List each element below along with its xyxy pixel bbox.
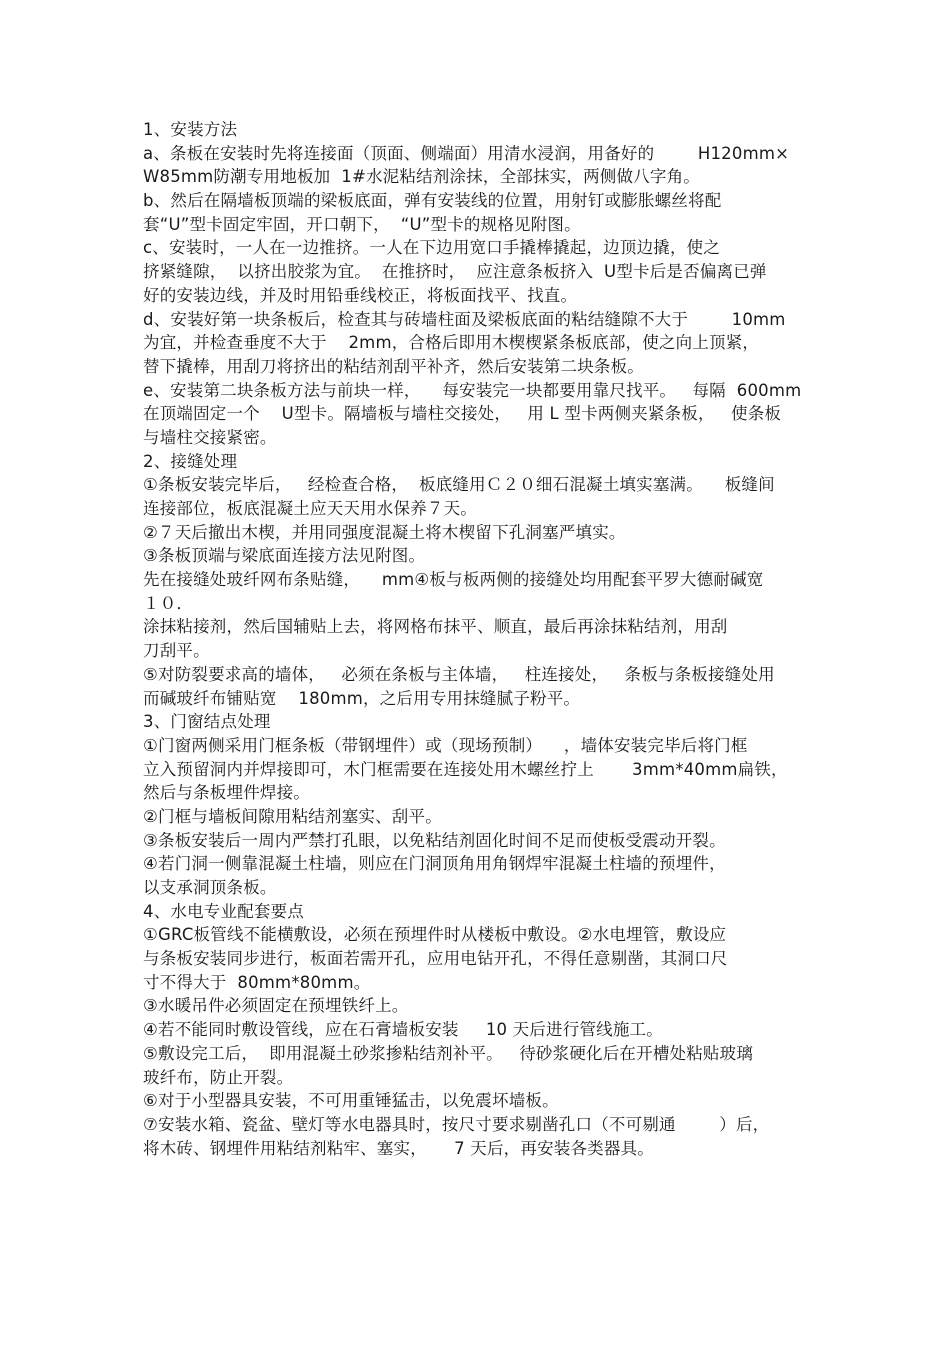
- paragraph-line: 玻纤布，防止开裂。: [143, 1067, 294, 1087]
- paragraph-line: a、条板在安装时先将连接面（顶面、侧端面）用清水浸润，用备好的 H120mm×: [143, 143, 790, 163]
- paragraph-line: 替下撬棒，用刮刀将挤出的粘结剂刮平补齐，然后安装第二块条板。: [143, 356, 644, 376]
- paragraph-line: b、然后在隔墙板顶端的梁板底面，弹有安装线的位置，用射钉或膨胀螺丝将配: [143, 191, 722, 211]
- paragraph-line: ①条板安装完毕后， 经检查合格， 板底缝用Ｃ２０细石混凝土填实塞满。 板缝间: [143, 475, 775, 495]
- paragraph-line: ④若门洞一侧靠混凝土柱墙，则应在门洞顶角用角钢焊牢混凝土柱墙的预埋件，: [143, 854, 726, 874]
- paragraph-line: ⑤敷设完工后， 即用混凝土砂浆掺粘结剂补平。 待砂浆硬化后在开槽处粘贴玻璃: [143, 1043, 754, 1063]
- paragraph-line: 以支承洞顶条板。: [143, 878, 277, 897]
- paragraph-line: 将木砖、钢埋件用粘结剂粘牢、塞实， 7 天后，再安装各类器具。: [143, 1138, 654, 1158]
- paragraph-line: e、安装第二块条板方法与前块一样， 每安装完一块都要用靠尺找平。 每隔 600mm: [143, 380, 802, 400]
- paragraph-line: 而碱玻纤布铺贴宽 180mm，之后用专用抹缝腻子粉平。: [143, 688, 581, 708]
- paragraph-line: 与条板安装同步进行，板面若需开孔，应用电钻开孔，不得任意剔凿，其洞口尺: [143, 949, 728, 969]
- paragraph-line: 涂抹粘接剂，然后国辅贴上去，将网格布抹平、顺直，最后再涂抹粘结剂，用刮: [143, 617, 728, 637]
- paragraph-line: d、安装好第一块条板后，检查其与砖墙柱面及梁板底面的粘结缝隙不大于 10mm: [143, 309, 786, 329]
- paragraph-line: 为宜，并检查垂度不大于 2mm，合格后即用木楔楔紧条板底部，使之向上顶紧，: [143, 333, 760, 353]
- paragraph-line: c、安装时，一人在一边推挤。一人在下边用宽口手撬棒撬起，边顶边撬，使之: [143, 238, 721, 258]
- paragraph-line: 连接部位，板底混凝土应天天用水保养７天。: [143, 499, 477, 518]
- paragraph-line: 好的安装边线，并及时用铅垂线校正，将板面找平、找直。: [143, 285, 578, 305]
- paragraph-line: ④若不能同时敷设管线，应在石膏墙板安装 10 天后进行管线施工。: [143, 1020, 663, 1040]
- paragraph-line: 在顶端固定一个 U型卡。隔墙板与墙柱交接处， 用 L 型卡两侧夹紧条板， 使条板: [143, 404, 782, 424]
- paragraph-line: ②门框与墙板间隙用粘结剂塞实、刮平。: [143, 806, 442, 826]
- paragraph-line: ③条板安装后一周内严禁打孔眼，以免粘结剂固化时间不足而使板受震动开裂。: [143, 830, 726, 850]
- paragraph-line: 与墙柱交接紧密。: [143, 427, 277, 447]
- paragraph-line: 套“U”型卡固定牢固，开口朝下， “U”型卡的规格见附图。: [143, 214, 581, 234]
- paragraph-line: ①门窗两侧采用门框条板（带钢埋件）或（现场预制） ，墙体安装完毕后将门框: [143, 735, 748, 755]
- document-body: [143, 118, 823, 1160]
- paragraph-line: １０．: [143, 593, 194, 613]
- section-heading: 1、安装方法: [143, 120, 238, 139]
- paragraph-line: ③条板顶端与梁底面连接方法见附图。: [143, 546, 426, 566]
- paragraph-line: ①GRC板管线不能横敷设，必须在预埋件时从楼板中敷设。②水电埋管，敷设应: [143, 925, 727, 945]
- paragraph-line: ②７天后撤出木楔，并用同强度混凝土将木楔留下孔洞塞严填实。: [143, 522, 626, 542]
- section-heading: 4、水电专业配套要点: [143, 901, 304, 921]
- section-heading: 3、门窗结点处理: [143, 712, 271, 732]
- section-heading: 2、接缝处理: [143, 451, 238, 471]
- paragraph-line: 立入预留洞内并焊接即可，木门框需要在连接处用木螺丝拧上 3mm*40mm扁铁，: [143, 759, 788, 779]
- paragraph-line: ⑥对于小型器具安装，不可用重锤猛击，以免震坏墙板。: [143, 1091, 559, 1111]
- paragraph-line: 先在接缝处玻纤网布条贴缝， mm④板与板两侧的接缝处均用配套平罗大德耐碱宽: [143, 570, 764, 590]
- paragraph-line: 然后与条板埋件焊接。: [143, 783, 310, 803]
- paragraph-line: ⑤对防裂要求高的墙体， 必须在条板与主体墙， 柱连接处， 条板与条板接缝处用: [143, 664, 775, 684]
- paragraph-line: ③水暖吊件必须固定在预埋铁纤上。: [143, 996, 409, 1016]
- paragraph-line: W85mm防潮专用地板加 1#水泥粘结剂涂抹，全部抹实，两侧做八字角。: [143, 167, 700, 187]
- paragraph-line: 寸不得大于 80mm*80mm。: [143, 972, 371, 992]
- paragraph-line: ⑦安装水箱、瓷盆、壁灯等水电器具时，按尺寸要求剔凿孔口（不可剔通 ）后，: [143, 1114, 770, 1134]
- paragraph-line: 刀刮平。: [143, 641, 210, 661]
- paragraph-line: 挤紧缝隙， 以挤出胶浆为宜。 在推挤时， 应注意条板挤入 U型卡后是否偏离已弹: [143, 262, 767, 282]
